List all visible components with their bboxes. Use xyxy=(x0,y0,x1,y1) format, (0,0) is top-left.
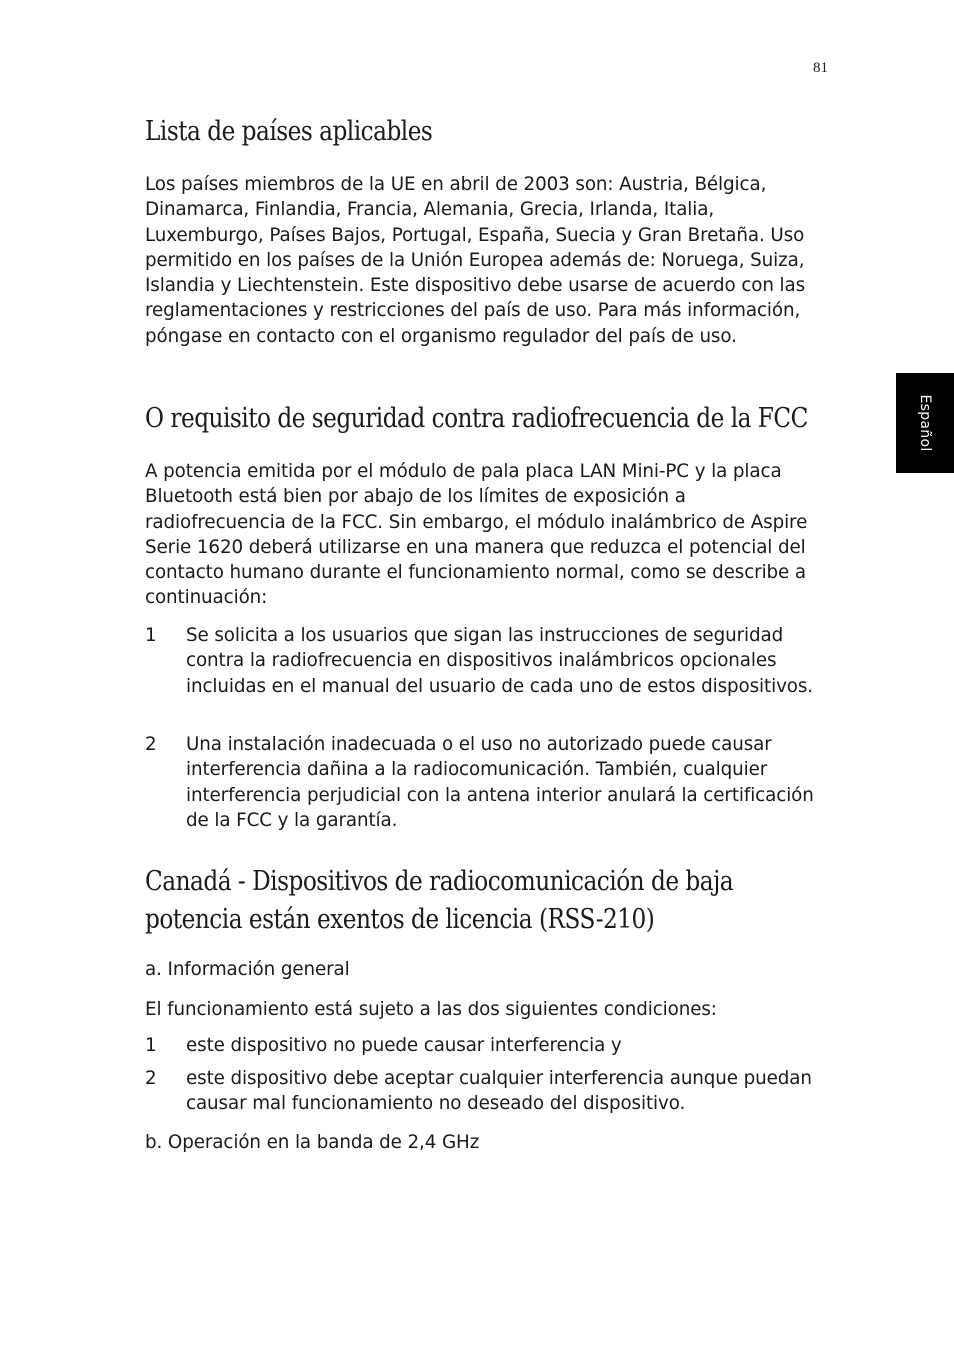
language-side-tab xyxy=(896,373,954,473)
list-number: 1 xyxy=(145,1035,157,1056)
list-item-fcc-1 xyxy=(145,623,830,699)
list-number: 2 xyxy=(145,1068,157,1089)
list-text: Una instalación inadecuada o el uso no autorizado puede causar interferencia dañina a la radiocomunicación. También, cualquier interferencia perjudicial con la antena interior anulará la certificación de la FCC y la garantía. xyxy=(186,734,814,831)
list-number: 2 xyxy=(145,734,157,755)
list-item-fcc-2 xyxy=(145,732,830,833)
language-side-tab-label: Español xyxy=(917,394,933,452)
list-text: Se solicita a los usuarios que sigan las instrucciones de seguridad contra la radiofrecuencia en dispositivos inalámbricos opcionales incluidas en el manual del usuario de cada uno de estos dispositivos. xyxy=(186,625,814,697)
subheading-band-operation: b. Operación en la banda de 2,4 GHz xyxy=(145,1132,480,1153)
list-item-canada-1 xyxy=(145,1033,830,1058)
paragraph-fcc: A potencia emitida por el módulo de pala placa LAN Mini-PC y la placa Bluetooth está bien por abajo de los límites de exposición a radiofrecuencia de la FCC. Sin embargo, el módulo inalámbrico de Aspire Serie 1620 deberá utilizarse en una manera que reduzca el potencial del contacto humano durante el funcionamiento normal, como se describe a continuación: xyxy=(145,461,808,609)
list-text: este dispositivo debe aceptar cualquier interferencia aunque puedan causar mal funcionamiento no deseado del dispositivo. xyxy=(186,1068,812,1115)
paragraph-conditions-intro: El funcionamiento está sujeto a las dos siguientes condiciones: xyxy=(145,999,717,1020)
list-number: 1 xyxy=(145,625,157,646)
heading-canada: Canadá - Dispositivos de radiocomunicación de baja potencia están exentos de licencia (RSS-210) xyxy=(145,866,734,935)
heading-countries: Lista de países aplicables xyxy=(145,116,433,147)
list-item-canada-2 xyxy=(145,1066,830,1117)
page-number: 81 xyxy=(813,60,828,76)
heading-fcc: O requisito de seguridad contra radiofrecuencia de la FCC xyxy=(145,403,808,434)
list-text: este dispositivo no puede causar interferencia y xyxy=(186,1035,622,1056)
subheading-general-info: a. Información general xyxy=(145,959,350,980)
paragraph-countries: Los países miembros de la UE en abril de 2003 son: Austria, Bélgica, Dinamarca, Finlandia, Francia, Alemania, Grecia, Irlanda, Italia, Luxemburgo, Países Bajos, Portugal, España, Suecia y Gran Bretaña. Uso permitido en los países de la Unión Europea además de: Noruega, Suiza, Islandia y Liechtenstein. Este dispositivo debe usarse de acuerdo con las reglamentaciones y restricciones del país de uso. Para más información, póngase en contacto con el organismo regulador del país de uso. xyxy=(145,174,806,347)
